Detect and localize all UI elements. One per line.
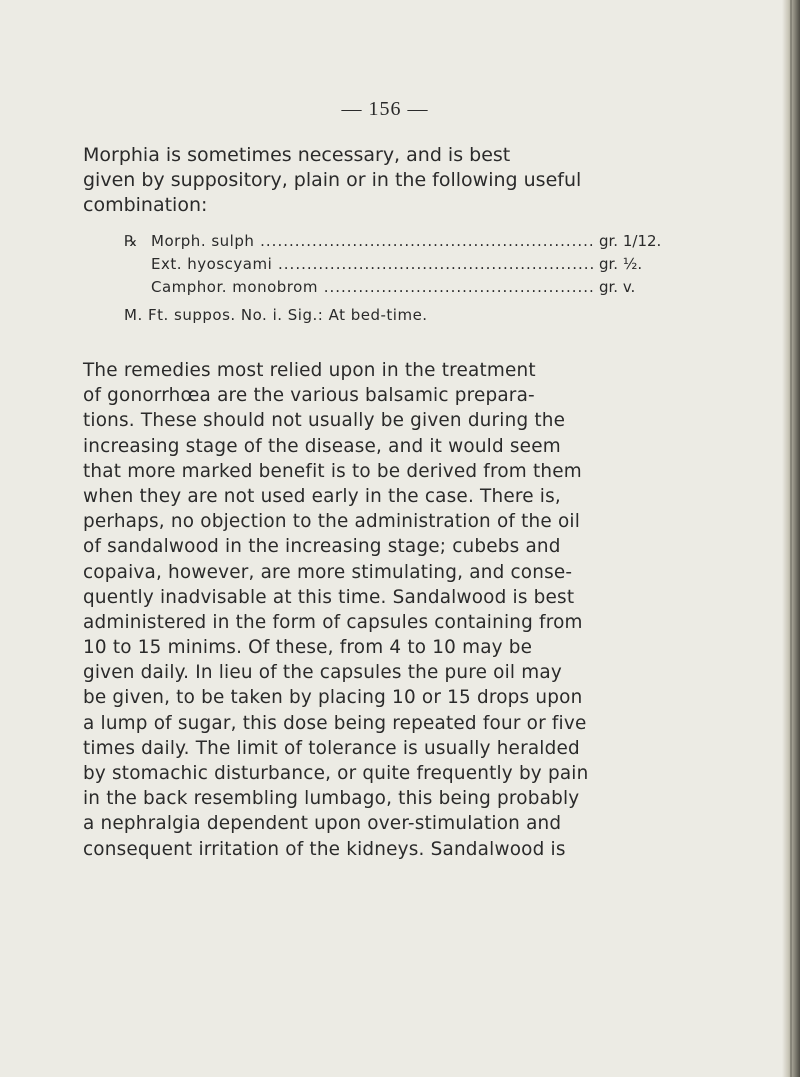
- prescription-directions: M. Ft. suppos. No. i. Sig.: At bed-time.: [124, 306, 428, 324]
- ingredient-name: Ext. hyoscyami .....: [151, 253, 593, 276]
- intro-paragraph: [83, 143, 713, 218]
- body-line: tions. These should not usually be given during the: [83, 410, 566, 432]
- body-line: when they are not used early in the case. There is,: [83, 485, 561, 507]
- ingredient-name: Camphor. monobrom .....: [151, 276, 593, 299]
- body-line: that more marked benefit is to be derived from them: [83, 460, 582, 482]
- body-line: consequent irritation of the kidneys. Sandalwood is: [83, 838, 566, 860]
- body-line: given daily. In lieu of the capsules the pure oil may: [83, 662, 562, 684]
- body-line: quently inadvisable at this time. Sandalwood is best: [83, 586, 575, 608]
- prescription-row: [124, 276, 724, 299]
- prescription: [124, 230, 724, 299]
- body-line: administered in the form of capsules containing from: [83, 611, 583, 633]
- body-line: times daily. The limit of tolerance is usually heralded: [83, 737, 580, 759]
- ingredient-dose: gr. 1/12.: [599, 230, 661, 253]
- body-line: of sandalwood in the increasing stage; cubebs and: [83, 536, 561, 558]
- body-line: a nephralgia dependent upon over-stimulation and: [83, 813, 562, 835]
- body-paragraph: [83, 358, 715, 862]
- prescription-row: [124, 230, 724, 253]
- body-line: The remedies most relied upon in the treatment: [83, 360, 536, 381]
- ingredient-name: Morph. sulph .....: [151, 230, 593, 253]
- body-line: perhaps, no objection to the administration of the oil: [83, 511, 581, 533]
- body-line: by stomachic disturbance, or quite frequently by pain: [83, 763, 589, 784]
- body-line: copaiva, however, are more stimulating, and conse-: [83, 561, 573, 583]
- prescription-row: [124, 253, 724, 276]
- body-line: in the back resembling lumbago, this being probably: [83, 788, 580, 810]
- intro-line: given by suppository, plain or in the following useful: [83, 169, 582, 191]
- body-line: increasing stage of the disease, and it would seem: [83, 435, 561, 457]
- body-line: a lump of sugar, this dose being repeated four or five: [83, 712, 587, 734]
- ingredient-dose: gr. v.: [599, 276, 635, 299]
- body-line: be given, to be taken by placing 10 or 15 drops upon: [83, 687, 583, 709]
- intro-line: combination:: [83, 194, 208, 216]
- intro-line: Morphia is sometimes necessary, and is best: [83, 144, 511, 166]
- recipe-symbol: ℞: [124, 232, 138, 250]
- page-number: — 156 —: [341, 98, 429, 120]
- body-line: 10 to 15 minims. Of these, from 4 to 10 may be: [83, 637, 533, 659]
- ingredient-dose: gr. ½.: [599, 253, 642, 276]
- body-line: of gonorrhœa are the various balsamic prepara-: [83, 385, 535, 407]
- page-edge-line: [790, 0, 792, 1077]
